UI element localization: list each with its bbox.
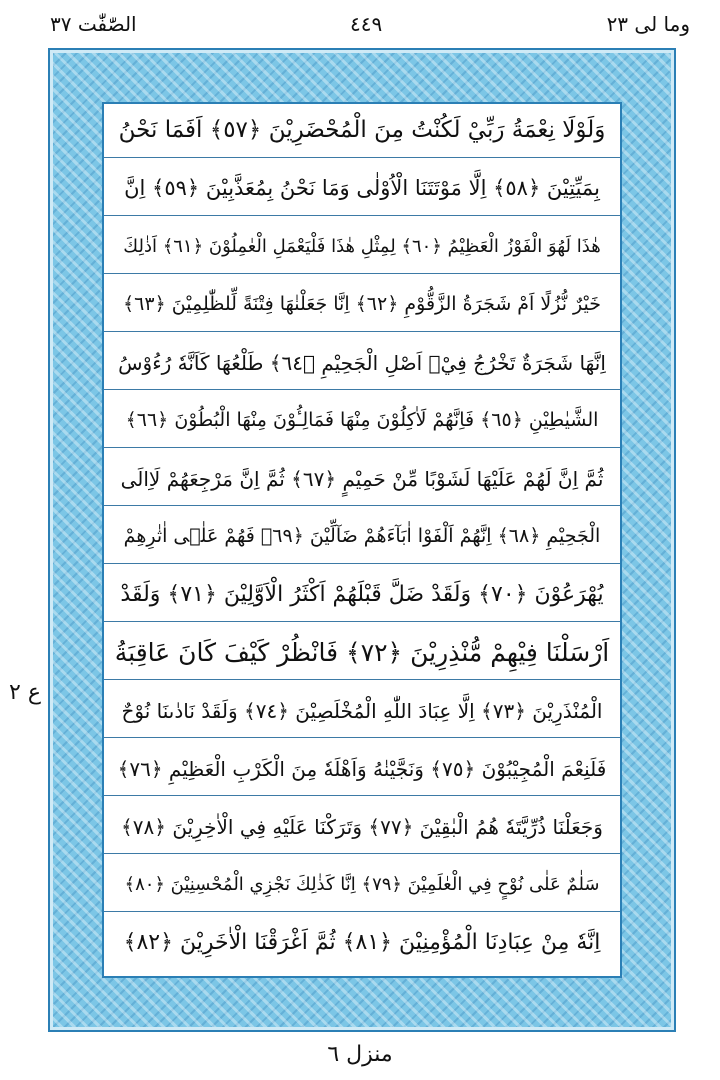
page-number: ٤٤٩ bbox=[350, 12, 383, 36]
verse-line: وَجَعَلْنَا ذُرِّيَّتَهٗ هُمُ الْبٰقِيْنَ ﴿٧٧﴾ وَتَرَكْنَا عَلَيْهِ فِي الْاٰخِرِيْنَ ﴿٧٨﴾ bbox=[104, 800, 620, 854]
verse-line: سَلٰمٌ عَلٰى نُوْحٍ فِي الْعٰلَمِيْنَ ﴿٧٩﴾ اِنَّا كَذٰلِكَ نَجْزِي الْمُحْسِنِيْنَ ﴿٨٠﴾ bbox=[104, 858, 620, 912]
verse-line: الْمُنْذَرِيْنَ ﴿٧٣﴾ اِلَّا عِبَادَ اللّٰهِ الْمُخْلَصِيْنَ ﴿٧٤﴾ وَلَقَدْ نَادٰىنَا نُوْحٌ bbox=[104, 684, 620, 738]
verse-line: اِنَّهٗ مِنْ عِبَادِنَا الْمُؤْمِنِيْنَ ﴿٨١﴾ ثُمَّ اَغْرَقْنَا الْاٰخَرِيْنَ ﴿٨٢﴾ bbox=[123, 930, 601, 955]
verse-line: هٰذَا لَهُوَ الْفَوْزُ الْعَظِيْمُ ﴿٦٠﴾ لِمِثْلِ هٰذَا فَلْيَعْمَلِ الْعٰمِلُوْنَ ﴿٦١﴾ اَذٰلِكَ bbox=[104, 220, 620, 274]
page-header bbox=[30, 6, 690, 46]
surah-name: الصّٰفّٰت ٣٧ bbox=[50, 12, 137, 36]
verse-line: الْجَحِيْمِ ﴿٦٨﴾ اِنَّهُمْ اَلْفَوْا اٰبَآءَهُمْ ضَآلِّيْنَ ﴿٦٩﴾ فَهُمْ عَلٰۤى اٰثٰرِهِمْ bbox=[104, 510, 620, 564]
verse-line: اَرْسَلْنَا فِيْهِمْ مُّنْذِرِيْنَ ﴿٧٢﴾ فَانْظُرْ كَيْفَ كَانَ عَاقِبَةُ bbox=[104, 626, 620, 680]
decorative-border bbox=[48, 48, 676, 1032]
verse-line: بِمَيِّتِيْنَ ﴿٥٨﴾ اِلَّا مَوْتَتَنَا الْاُوْلٰى وَمَا نَحْنُ بِمُعَذَّبِيْنَ ﴿٥٩﴾ اِنَّ bbox=[104, 162, 620, 216]
verse-line: اِنَّهَا شَجَرَةٌ تَخْرُجُ فِيْۤ اَصْلِ الْجَحِيْمِ ﴿٦٤﴾ طَلْعُهَا كَاَنَّهٗ رُءُوْسُ bbox=[104, 336, 620, 390]
verse-line: يُهْرَعُوْنَ ﴿٧٠﴾ وَلَقَدْ ضَلَّ قَبْلَهُمْ اَكْثَرُ الْاَوَّلِيْنَ ﴿٧١﴾ وَلَقَدْ bbox=[104, 568, 620, 622]
ruku-marker: ع ٢ bbox=[9, 680, 41, 705]
manzil-label: منزل ٦ bbox=[327, 1042, 393, 1067]
juz-name: وما لی ٢٣ bbox=[606, 12, 690, 36]
verse-line: وَلَوْلَا نِعْمَةُ رَبِّيْ لَكُنْتُ مِنَ الْمُحْضَرِيْنَ ﴿٥٧﴾ اَفَمَا نَحْنُ bbox=[104, 104, 620, 158]
verse-line: خَيْرٌ نُّزُلًا اَمْ شَجَرَةُ الزَّقُّوْمِ ﴿٦٢﴾ اِنَّا جَعَلْنٰهَا فِتْنَةً لِّلظّٰلِمِيْنَ ﴿٦٣﴾ bbox=[104, 278, 620, 332]
verse-line: فَلَنِعْمَ الْمُجِيْبُوْنَ ﴿٧٥﴾ وَنَجَّيْنٰهُ وَاَهْلَهٗ مِنَ الْكَرْبِ الْعَظِيْمِ ﴿٧٦﴾ bbox=[104, 742, 620, 796]
verse-line: الشَّيٰطِيْنِ ﴿٦٥﴾ فَاِنَّهُمْ لَاٰكِلُوْنَ مِنْهَا فَمَالِـُٔوْنَ مِنْهَا الْبُطُوْنَ ﴿٦٦﴾ bbox=[104, 394, 620, 448]
text-panel bbox=[102, 102, 622, 978]
verse-line: ثُمَّ اِنَّ لَهُمْ عَلَيْهَا لَشَوْبًا مِّنْ حَمِيْمٍ ﴿٦٧﴾ ثُمَّ اِنَّ مَرْجِعَهُمْ لَاِالَى bbox=[104, 452, 620, 506]
